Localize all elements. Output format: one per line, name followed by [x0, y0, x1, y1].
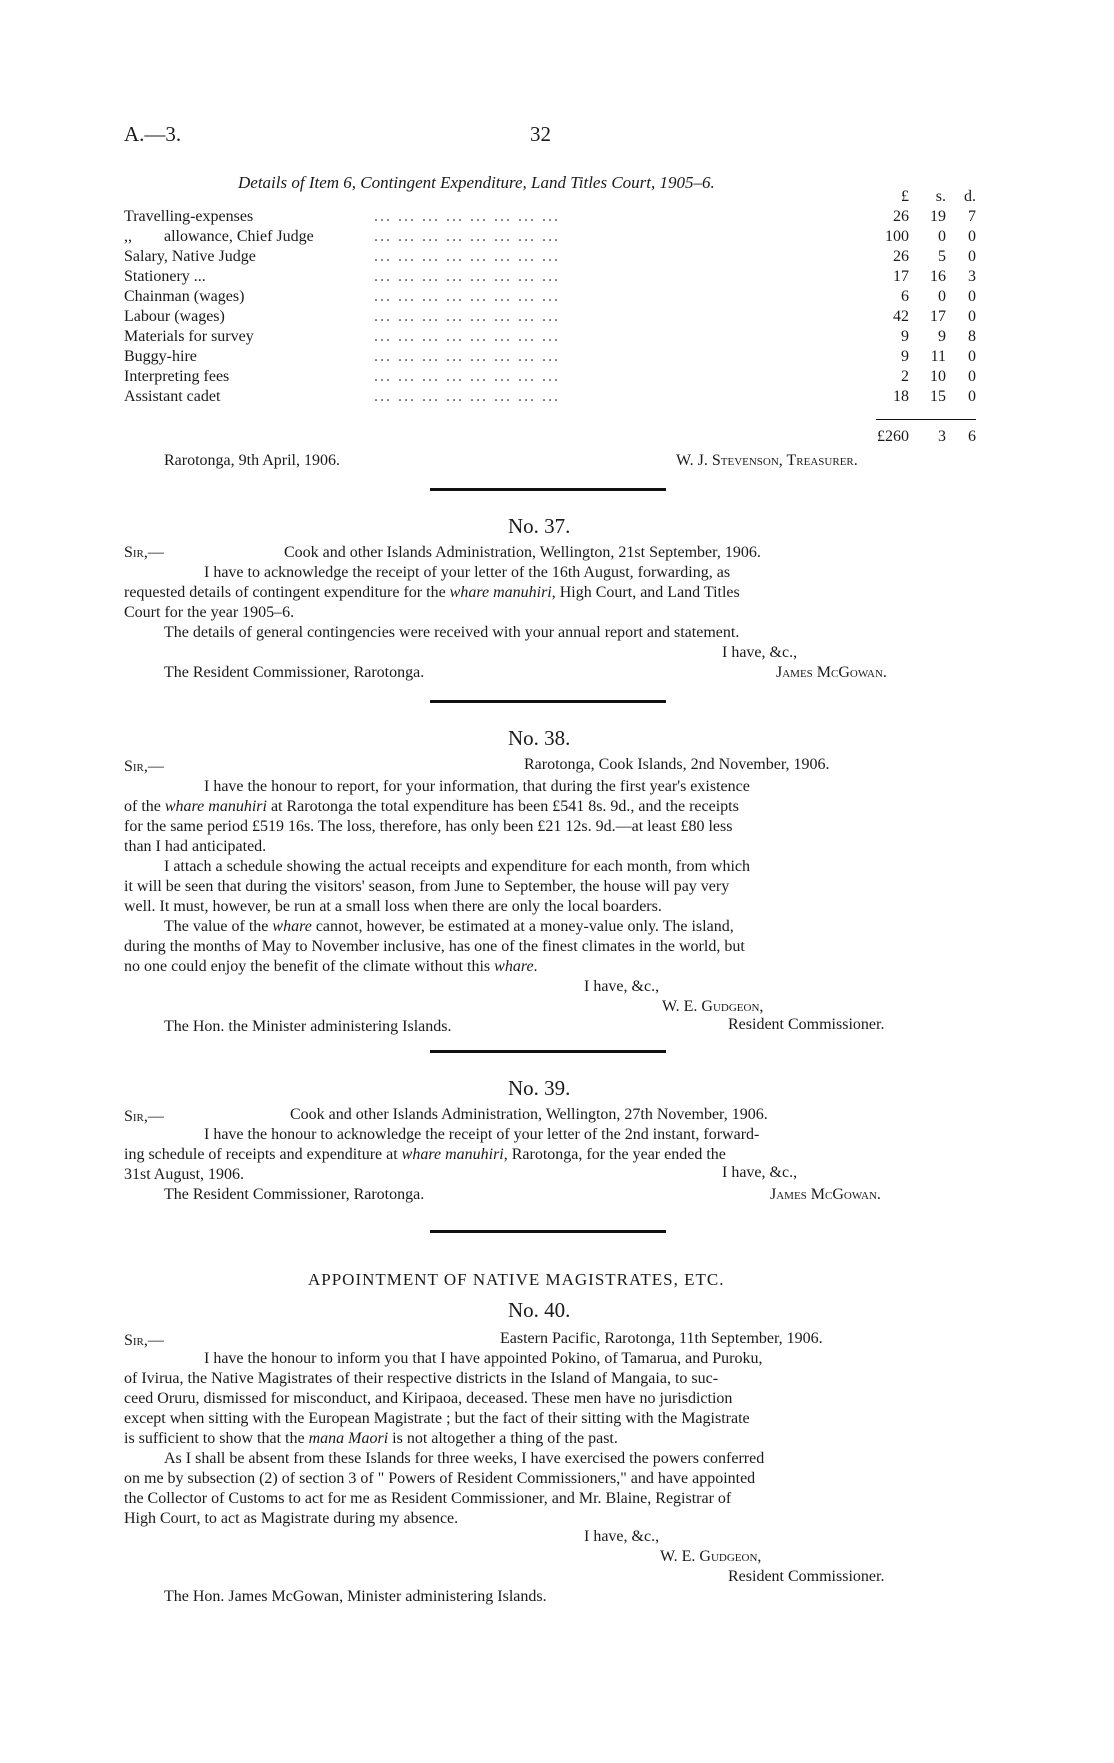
item-pence: 0 — [968, 248, 976, 265]
table-row — [124, 308, 976, 328]
item-shillings: 0 — [938, 228, 946, 245]
paragraph-line: than I had anticipated. — [124, 838, 267, 855]
page-reference: A.—3. — [124, 122, 182, 146]
addressee: The Resident Commissioner, Rarotonga. — [164, 1186, 425, 1203]
leader-dots: ... ... ... ... ... ... ... ... — [374, 328, 560, 345]
leader-dots: ... ... ... ... ... ... ... ... — [374, 228, 560, 245]
addressee: The Hon. James McGowan, Minister administering Islands. — [164, 1588, 547, 1605]
leader-dots: ... ... ... ... ... ... ... ... — [374, 308, 560, 325]
text-run: ing schedule of receipts and expenditure at — [124, 1146, 398, 1163]
paragraph-line — [124, 584, 740, 602]
paragraph-line: I have to acknowledge the receipt of your letter of the 16th August, forwarding, as — [204, 564, 731, 581]
salutation: Sir,— — [124, 544, 164, 561]
table-row — [124, 328, 976, 348]
item-pounds: 18 — [893, 388, 909, 405]
item-pence: 0 — [968, 388, 976, 405]
expenditure-caption: Details of Item 6, Contingent Expenditure, Land Titles Court, 1905–6. — [238, 173, 715, 192]
text-run: is sufficient to show that the — [124, 1430, 305, 1447]
item-shillings: 10 — [930, 368, 946, 385]
leader-dots: ... ... ... ... ... ... ... ... — [374, 388, 560, 405]
letter-origin: Cook and other Islands Administration, Wellington, 27th November, 1906. — [290, 1106, 768, 1123]
item-pounds: 9 — [901, 348, 909, 365]
paragraph-line: ceed Oruru, dismissed for misconduct, and Kiripaoa, deceased. These men have no jurisdiction — [124, 1390, 733, 1407]
paragraph-line: except when sitting with the European Magistrate ; but the fact of their sitting with the Magistrate — [124, 1410, 750, 1427]
item-label: Labour (wages) — [124, 308, 225, 325]
item-pounds: 17 — [893, 268, 909, 285]
section-divider — [430, 1230, 666, 1233]
signature: James McGowan. — [770, 1186, 881, 1203]
text-run: cannot, however, be estimated at a money-value only. The island, — [315, 918, 734, 935]
place-date: Rarotonga, 9th April, 1906. — [164, 452, 340, 469]
letter-origin: Rarotonga, Cook Islands, 2nd November, 1906. — [524, 756, 830, 773]
currency-units-header — [880, 188, 976, 208]
paragraph-line: of Ivirua, the Native Magistrates of their respective districts in the Island of Mangaia, to suc- — [124, 1370, 719, 1387]
paragraph-line: during the months of May to November inclusive, has one of the finest climates in the world, but — [124, 938, 745, 955]
table-row — [124, 268, 976, 288]
paragraph-line: As I shall be absent from these Islands for three weeks, I have exercised the powers conferred — [164, 1450, 765, 1467]
closing: I have, &c., — [722, 644, 798, 661]
paragraph-line: I have the honour to acknowledge the receipt of your letter of the 2nd instant, forward- — [204, 1126, 760, 1143]
salutation: Sir,— — [124, 1332, 164, 1349]
item-pence: 8 — [968, 328, 976, 345]
paragraph-line: for the same period £519 16s. The loss, therefore, has only been £21 12s. 9d.—at least £80 less — [124, 818, 733, 835]
italic-term: whare manuhiri — [449, 584, 552, 601]
leader-dots: ... ... ... ... ... ... ... ... — [374, 248, 560, 265]
item-pence: 7 — [968, 208, 976, 225]
table-row — [124, 368, 976, 388]
text-run: , Rarotonga, for the year ended the — [503, 1146, 726, 1163]
paragraph-line: well. It must, however, be run at a small loss when there are only the local boarders. — [124, 898, 662, 915]
paragraph-line: I attach a schedule showing the actual receipts and expenditure for each month, from which — [164, 858, 750, 875]
item-shillings: 0 — [938, 288, 946, 305]
text-run: at Rarotonga the total expenditure has been £541 8s. 9d., and the receipts — [270, 798, 739, 815]
item-shillings: 16 — [930, 268, 946, 285]
text-run: requested details of contingent expenditure for the — [124, 584, 446, 601]
closing: I have, &c., — [584, 1528, 660, 1545]
item-pence: 0 — [968, 228, 976, 245]
item-label: Travelling-expenses — [124, 208, 254, 225]
item-pence: 0 — [968, 288, 976, 305]
item-pounds: 26 — [893, 248, 909, 265]
leader-dots: ... ... ... ... ... ... ... ... — [374, 288, 560, 305]
italic-term: whare manuhiri — [401, 1146, 504, 1163]
italic-term: mana Maori — [308, 1430, 389, 1447]
italic-term: whare — [494, 958, 534, 975]
table-row — [124, 388, 976, 408]
item-pounds: 9 — [901, 328, 909, 345]
paragraph-line: I have the honour to inform you that I have appointed Pokino, of Tamarua, and Puroku, — [204, 1350, 763, 1367]
paragraph-line — [124, 1146, 726, 1164]
pence-unit: d. — [964, 188, 976, 205]
italic-term: whare — [272, 918, 312, 935]
paragraph-line: the Collector of Customs to act for me as Resident Commissioner, and Mr. Blaine, Registrar of — [124, 1490, 732, 1507]
text-run: , High Court, and Land Titles — [551, 584, 740, 601]
italic-term: whare manuhiri — [164, 798, 267, 815]
section-divider — [430, 488, 666, 491]
item-label: Materials for survey — [124, 328, 254, 345]
signature: W. J. Stevenson, Treasurer. — [676, 452, 858, 469]
item-label: Stationery ... — [124, 268, 206, 285]
paragraph-line: 31st August, 1906. — [124, 1166, 245, 1183]
page-number: 32 — [530, 122, 551, 146]
item-shillings: 17 — [930, 308, 946, 325]
total-rule — [876, 419, 976, 420]
letter-heading: No. 40. — [508, 1298, 571, 1322]
signatory-title: Resident Commissioner. — [728, 1016, 885, 1033]
item-pounds: 2 — [901, 368, 909, 385]
item-pence: 0 — [968, 348, 976, 365]
item-label: Interpreting fees — [124, 368, 230, 385]
paragraph-line: it will be seen that during the visitors' season, from June to September, the house will pay very — [124, 878, 730, 895]
leader-dots: ... ... ... ... ... ... ... ... — [374, 348, 560, 365]
item-shillings: 11 — [930, 348, 946, 365]
paragraph-line: High Court, to act as Magistrate during my absence. — [124, 1510, 459, 1527]
text-run: The value of the — [164, 918, 269, 935]
item-shillings: 9 — [938, 328, 946, 345]
paragraph-line — [124, 798, 739, 816]
letter-heading: No. 39. — [508, 1076, 571, 1100]
pounds-unit: £ — [901, 188, 909, 205]
item-label: Assistant cadet — [124, 388, 221, 405]
text-run: no one could enjoy the benefit of the climate without this — [124, 958, 491, 975]
total-pounds: £260 — [877, 428, 909, 445]
item-pounds: 100 — [885, 228, 909, 245]
table-row — [124, 248, 976, 268]
paragraph-line: The details of general contingencies were received with your annual report and statement. — [164, 624, 740, 641]
closing: I have, &c., — [584, 978, 660, 995]
paragraph-line — [164, 918, 734, 936]
table-row — [124, 288, 976, 308]
paragraph-line — [124, 958, 538, 976]
expenditure-total — [877, 428, 976, 448]
paragraph-line — [124, 1430, 618, 1448]
item-pounds: 6 — [901, 288, 909, 305]
total-shillings: 3 — [938, 428, 946, 445]
section-title: APPOINTMENT OF NATIVE MAGISTRATES, ETC. — [308, 1270, 725, 1289]
item-pence: 0 — [968, 308, 976, 325]
paragraph-line: Court for the year 1905–6. — [124, 604, 295, 621]
item-pounds: 42 — [893, 308, 909, 325]
paragraph-line: I have the honour to report, for your information, that during the first year's existence — [204, 778, 750, 795]
leader-dots: ... ... ... ... ... ... ... ... — [374, 268, 560, 285]
paragraph-line: on me by subsection (2) of section 3 of " Powers of Resident Commissioners," and have appointed — [124, 1470, 756, 1487]
letter-origin: Cook and other Islands Administration, Wellington, 21st September, 1906. — [284, 544, 761, 561]
item-shillings: 5 — [938, 248, 946, 265]
text-run: . — [533, 958, 538, 975]
item-label: Buggy-hire — [124, 348, 197, 365]
salutation: Sir,— — [124, 758, 164, 775]
letter-heading: No. 38. — [508, 726, 571, 750]
text-run: is not altogether a thing of the past. — [392, 1430, 618, 1447]
salutation: Sir,— — [124, 1108, 164, 1125]
signatory-title: Resident Commissioner. — [728, 1568, 885, 1585]
item-label: ,, allowance, Chief Judge — [124, 228, 314, 245]
section-divider — [430, 1050, 666, 1053]
total-pence: 6 — [968, 428, 976, 445]
item-label: Chainman (wages) — [124, 288, 245, 305]
closing: I have, &c., — [722, 1164, 798, 1181]
leader-dots: ... ... ... ... ... ... ... ... — [374, 368, 560, 385]
item-pounds: 26 — [893, 208, 909, 225]
signature: James McGowan. — [776, 664, 887, 681]
addressee: The Hon. the Minister administering Islands. — [164, 1018, 452, 1035]
letter-heading: No. 37. — [508, 514, 571, 538]
section-divider — [430, 700, 666, 703]
item-pence: 0 — [968, 368, 976, 385]
table-row — [124, 348, 976, 368]
text-run: of the — [124, 798, 161, 815]
item-label: Salary, Native Judge — [124, 248, 256, 265]
leader-dots: ... ... ... ... ... ... ... ... — [374, 208, 560, 225]
item-shillings: 19 — [930, 208, 946, 225]
table-row — [124, 228, 976, 248]
shillings-unit: s. — [935, 188, 946, 205]
signature: W. E. Gudgeon, — [660, 1548, 762, 1565]
letter-origin: Eastern Pacific, Rarotonga, 11th September, 1906. — [500, 1330, 823, 1347]
item-shillings: 15 — [930, 388, 946, 405]
signature: W. E. Gudgeon, — [662, 998, 764, 1015]
item-pence: 3 — [968, 268, 976, 285]
table-row — [124, 208, 976, 228]
addressee: The Resident Commissioner, Rarotonga. — [164, 664, 425, 681]
